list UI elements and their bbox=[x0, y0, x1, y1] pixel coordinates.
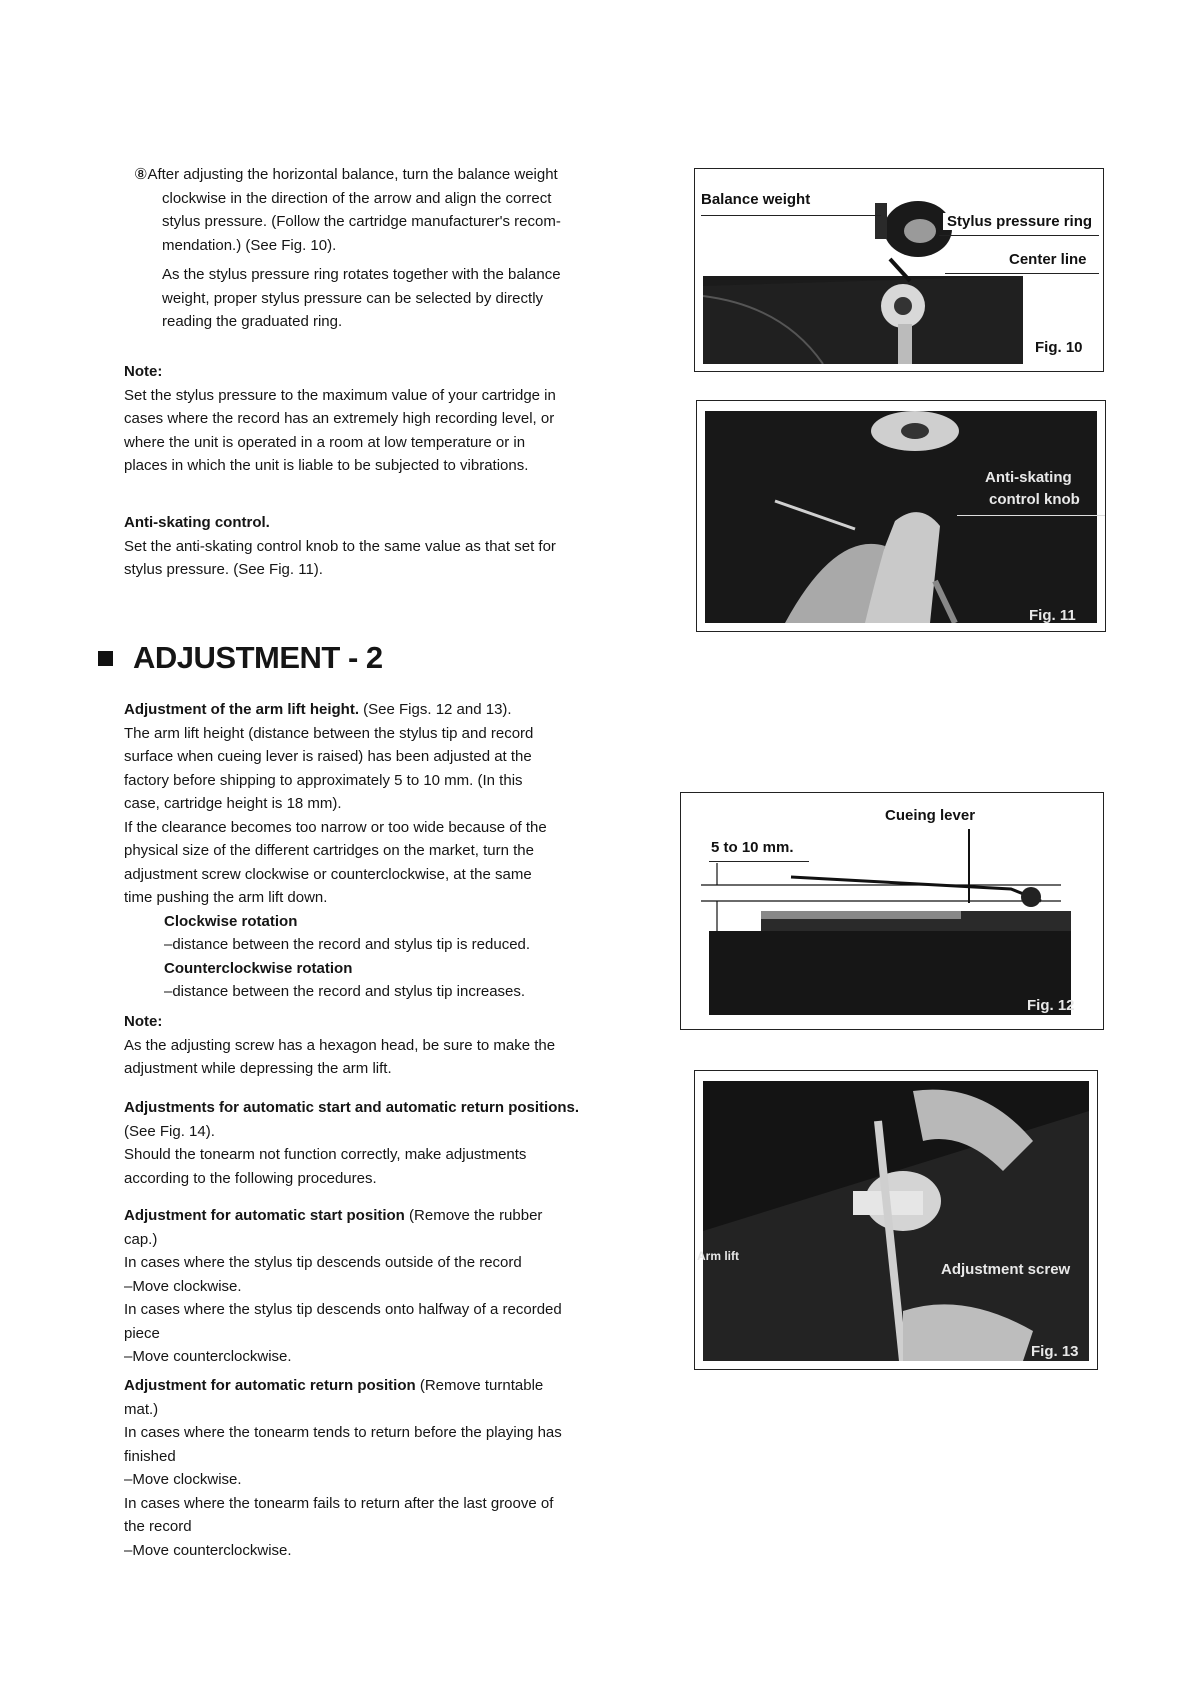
note2-title: Note: bbox=[124, 1013, 163, 1030]
note1-title: Note: bbox=[124, 363, 163, 380]
auto-positions-block bbox=[124, 1096, 644, 1190]
auto-return-line-6: the record bbox=[124, 1518, 192, 1535]
fig10-stylus-rule bbox=[939, 235, 1099, 236]
note1-block bbox=[124, 360, 646, 478]
fig12-turntable-drawing bbox=[681, 793, 1103, 1029]
fig10-center-line-label: Center line bbox=[1009, 251, 1087, 268]
fig10-stylus-ring-label: Stylus pressure ring bbox=[943, 213, 1092, 230]
note2-line-2: adjustment while depressing the arm lift. bbox=[124, 1060, 392, 1077]
anti-skating-line-1: Set the anti-skating control knob to the same value as that set for bbox=[124, 537, 556, 555]
clockwise-text: –distance between the record and stylus tip is reduced. bbox=[164, 936, 531, 953]
step8-para2-line-3: reading the graduated ring. bbox=[162, 313, 343, 330]
arm-lift-line-5: If the clearance becomes too narrow or too wide because of the bbox=[124, 818, 547, 836]
note1-line-4: places in which the unit is liable to be subjected to vibrations. bbox=[124, 457, 529, 474]
anti-skating-title: Anti-skating control. bbox=[124, 514, 270, 531]
fig12-range-label: 5 to 10 mm. bbox=[711, 839, 794, 856]
auto-positions-line-3: according to the following procedures. bbox=[124, 1169, 377, 1187]
auto-return-line-1: mat.) bbox=[124, 1400, 159, 1418]
auto-start-line-1: cap.) bbox=[124, 1230, 158, 1248]
auto-start-line-5: piece bbox=[124, 1324, 160, 1342]
arm-lift-line-6: physical size of the different cartridges on the market, turn the bbox=[124, 842, 534, 859]
anti-skating-block bbox=[124, 511, 646, 582]
auto-start-title: Adjustment for automatic start position bbox=[124, 1207, 405, 1224]
note1-line-2: cases where the record has an extremely high recording level, or bbox=[124, 410, 555, 427]
auto-positions-line-2: Should the tonearm not function correctly, make adjustments bbox=[124, 1146, 527, 1163]
fig10-caption: Fig. 10 bbox=[1035, 339, 1083, 356]
note2-block bbox=[124, 1010, 644, 1081]
arm-lift-line-2: surface when cueing lever is raised) has been adjusted at the bbox=[124, 748, 532, 765]
figure-11 bbox=[696, 400, 1106, 632]
fig10-balance-weight-label: Balance weight bbox=[701, 191, 811, 208]
figure-10 bbox=[694, 168, 1104, 372]
arm-lift-title-suffix: (See Figs. 12 and 13). bbox=[359, 701, 512, 718]
auto-start-line-6: –Move counterclockwise. bbox=[124, 1348, 292, 1365]
counterclockwise-title: Counterclockwise rotation bbox=[164, 959, 353, 977]
clockwise-title: Clockwise rotation bbox=[164, 912, 298, 930]
figure-13 bbox=[694, 1070, 1098, 1370]
fig13-photo bbox=[703, 1081, 1089, 1361]
auto-start-title-suffix: (Remove the rubber bbox=[404, 1207, 543, 1224]
auto-return-line-2: In cases where the tonearm tends to return before the playing has bbox=[124, 1424, 562, 1441]
fig13-arm-lift-label: Arm lift bbox=[697, 1249, 739, 1263]
auto-return-line-5: In cases where the tonearm fails to return after the last groove of bbox=[124, 1494, 554, 1512]
section-heading bbox=[98, 640, 383, 676]
arm-lift-line-4: case, cartridge height is 18 mm). bbox=[124, 795, 342, 812]
arm-lift-block bbox=[124, 698, 644, 1004]
fig11-hand-drawing bbox=[705, 411, 1097, 623]
auto-return-title-suffix: (Remove turntable bbox=[415, 1377, 544, 1394]
step8-para2-line-2: weight, proper stylus pressure can be selected by directly bbox=[162, 289, 544, 307]
arm-lift-line-7: adjustment screw clockwise or counterclockwise, at the same bbox=[124, 865, 532, 883]
auto-return-title: Adjustment for automatic return position bbox=[124, 1377, 416, 1394]
auto-start-line-2: In cases where the stylus tip descends outside of the record bbox=[124, 1254, 522, 1271]
step8-block bbox=[134, 163, 650, 334]
arm-lift-line-8: time pushing the arm lift down. bbox=[124, 889, 328, 906]
auto-start-block bbox=[124, 1204, 644, 1369]
auto-return-line-7: –Move counterclockwise. bbox=[124, 1541, 292, 1559]
fig10-center-rule bbox=[945, 273, 1099, 274]
step8-para2-line-1: As the stylus pressure ring rotates together with the balance bbox=[162, 266, 561, 283]
auto-start-line-3: –Move clockwise. bbox=[124, 1277, 242, 1295]
arm-lift-line-1: The arm lift height (distance between the stylus tip and record bbox=[124, 724, 534, 742]
fig12-cueing-lever-label: Cueing lever bbox=[885, 807, 976, 824]
auto-return-line-4: –Move clockwise. bbox=[124, 1471, 242, 1488]
auto-return-block bbox=[124, 1374, 644, 1562]
auto-return-line-3: finished bbox=[124, 1447, 176, 1465]
counterclockwise-text: –distance between the record and stylus tip increases. bbox=[164, 983, 526, 1000]
fig11-knob-label-line-2: control knob bbox=[989, 491, 1080, 508]
figure-12 bbox=[680, 792, 1104, 1030]
auto-return-title-line bbox=[124, 1374, 644, 1398]
arm-lift-line-3: factory before shipping to approximately 5 to 10 mm. (In this bbox=[124, 771, 523, 789]
arm-lift-title: Adjustment of the arm lift height. bbox=[124, 701, 359, 718]
fig11-knob-rule bbox=[957, 515, 1105, 516]
fig11-caption: Fig. 11 bbox=[1029, 607, 1076, 624]
auto-start-title-line bbox=[124, 1204, 644, 1228]
fig12-caption: Fig. 12 bbox=[1027, 997, 1075, 1014]
fig13-screw-label: Adjustment screw bbox=[941, 1261, 1071, 1278]
arm-lift-title-line bbox=[124, 698, 644, 722]
fig11-knob-label-line-1: Anti-skating bbox=[985, 469, 1072, 486]
note2-line-1: As the adjusting screw has a hexagon head, be sure to make the bbox=[124, 1036, 556, 1054]
bullet-square-icon bbox=[98, 651, 113, 666]
fig13-caption: Fig. 13 bbox=[1031, 1343, 1079, 1360]
fig11-photo bbox=[705, 411, 1097, 623]
step8-line-2: clockwise in the direction of the arrow and align the correct bbox=[162, 189, 552, 207]
fig13-hand-drawing bbox=[703, 1081, 1089, 1361]
note1-line-3: where the unit is operated in a room at low temperature or in bbox=[124, 433, 526, 451]
note1-line-1: Set the stylus pressure to the maximum value of your cartridge in bbox=[124, 386, 556, 404]
step8-line-1: ⑧After adjusting the horizontal balance, turn the balance weight bbox=[134, 166, 558, 183]
step8-marker: ⑧ bbox=[134, 166, 148, 183]
auto-positions-line-1: (See Fig. 14). bbox=[124, 1122, 215, 1140]
anti-skating-line-2: stylus pressure. (See Fig. 11). bbox=[124, 561, 323, 578]
auto-start-line-4: In cases where the stylus tip descends onto halfway of a recorded bbox=[124, 1301, 562, 1318]
section-heading-text: ADJUSTMENT - 2 bbox=[133, 640, 383, 675]
fig10-balance-rule bbox=[701, 215, 881, 216]
auto-positions-title: Adjustments for automatic start and automatic return positions. bbox=[124, 1099, 580, 1116]
step8-line-3: stylus pressure. (Follow the cartridge manufacturer's recom- bbox=[162, 213, 561, 230]
step8-line-4: mendation.) (See Fig. 10). bbox=[162, 236, 337, 254]
